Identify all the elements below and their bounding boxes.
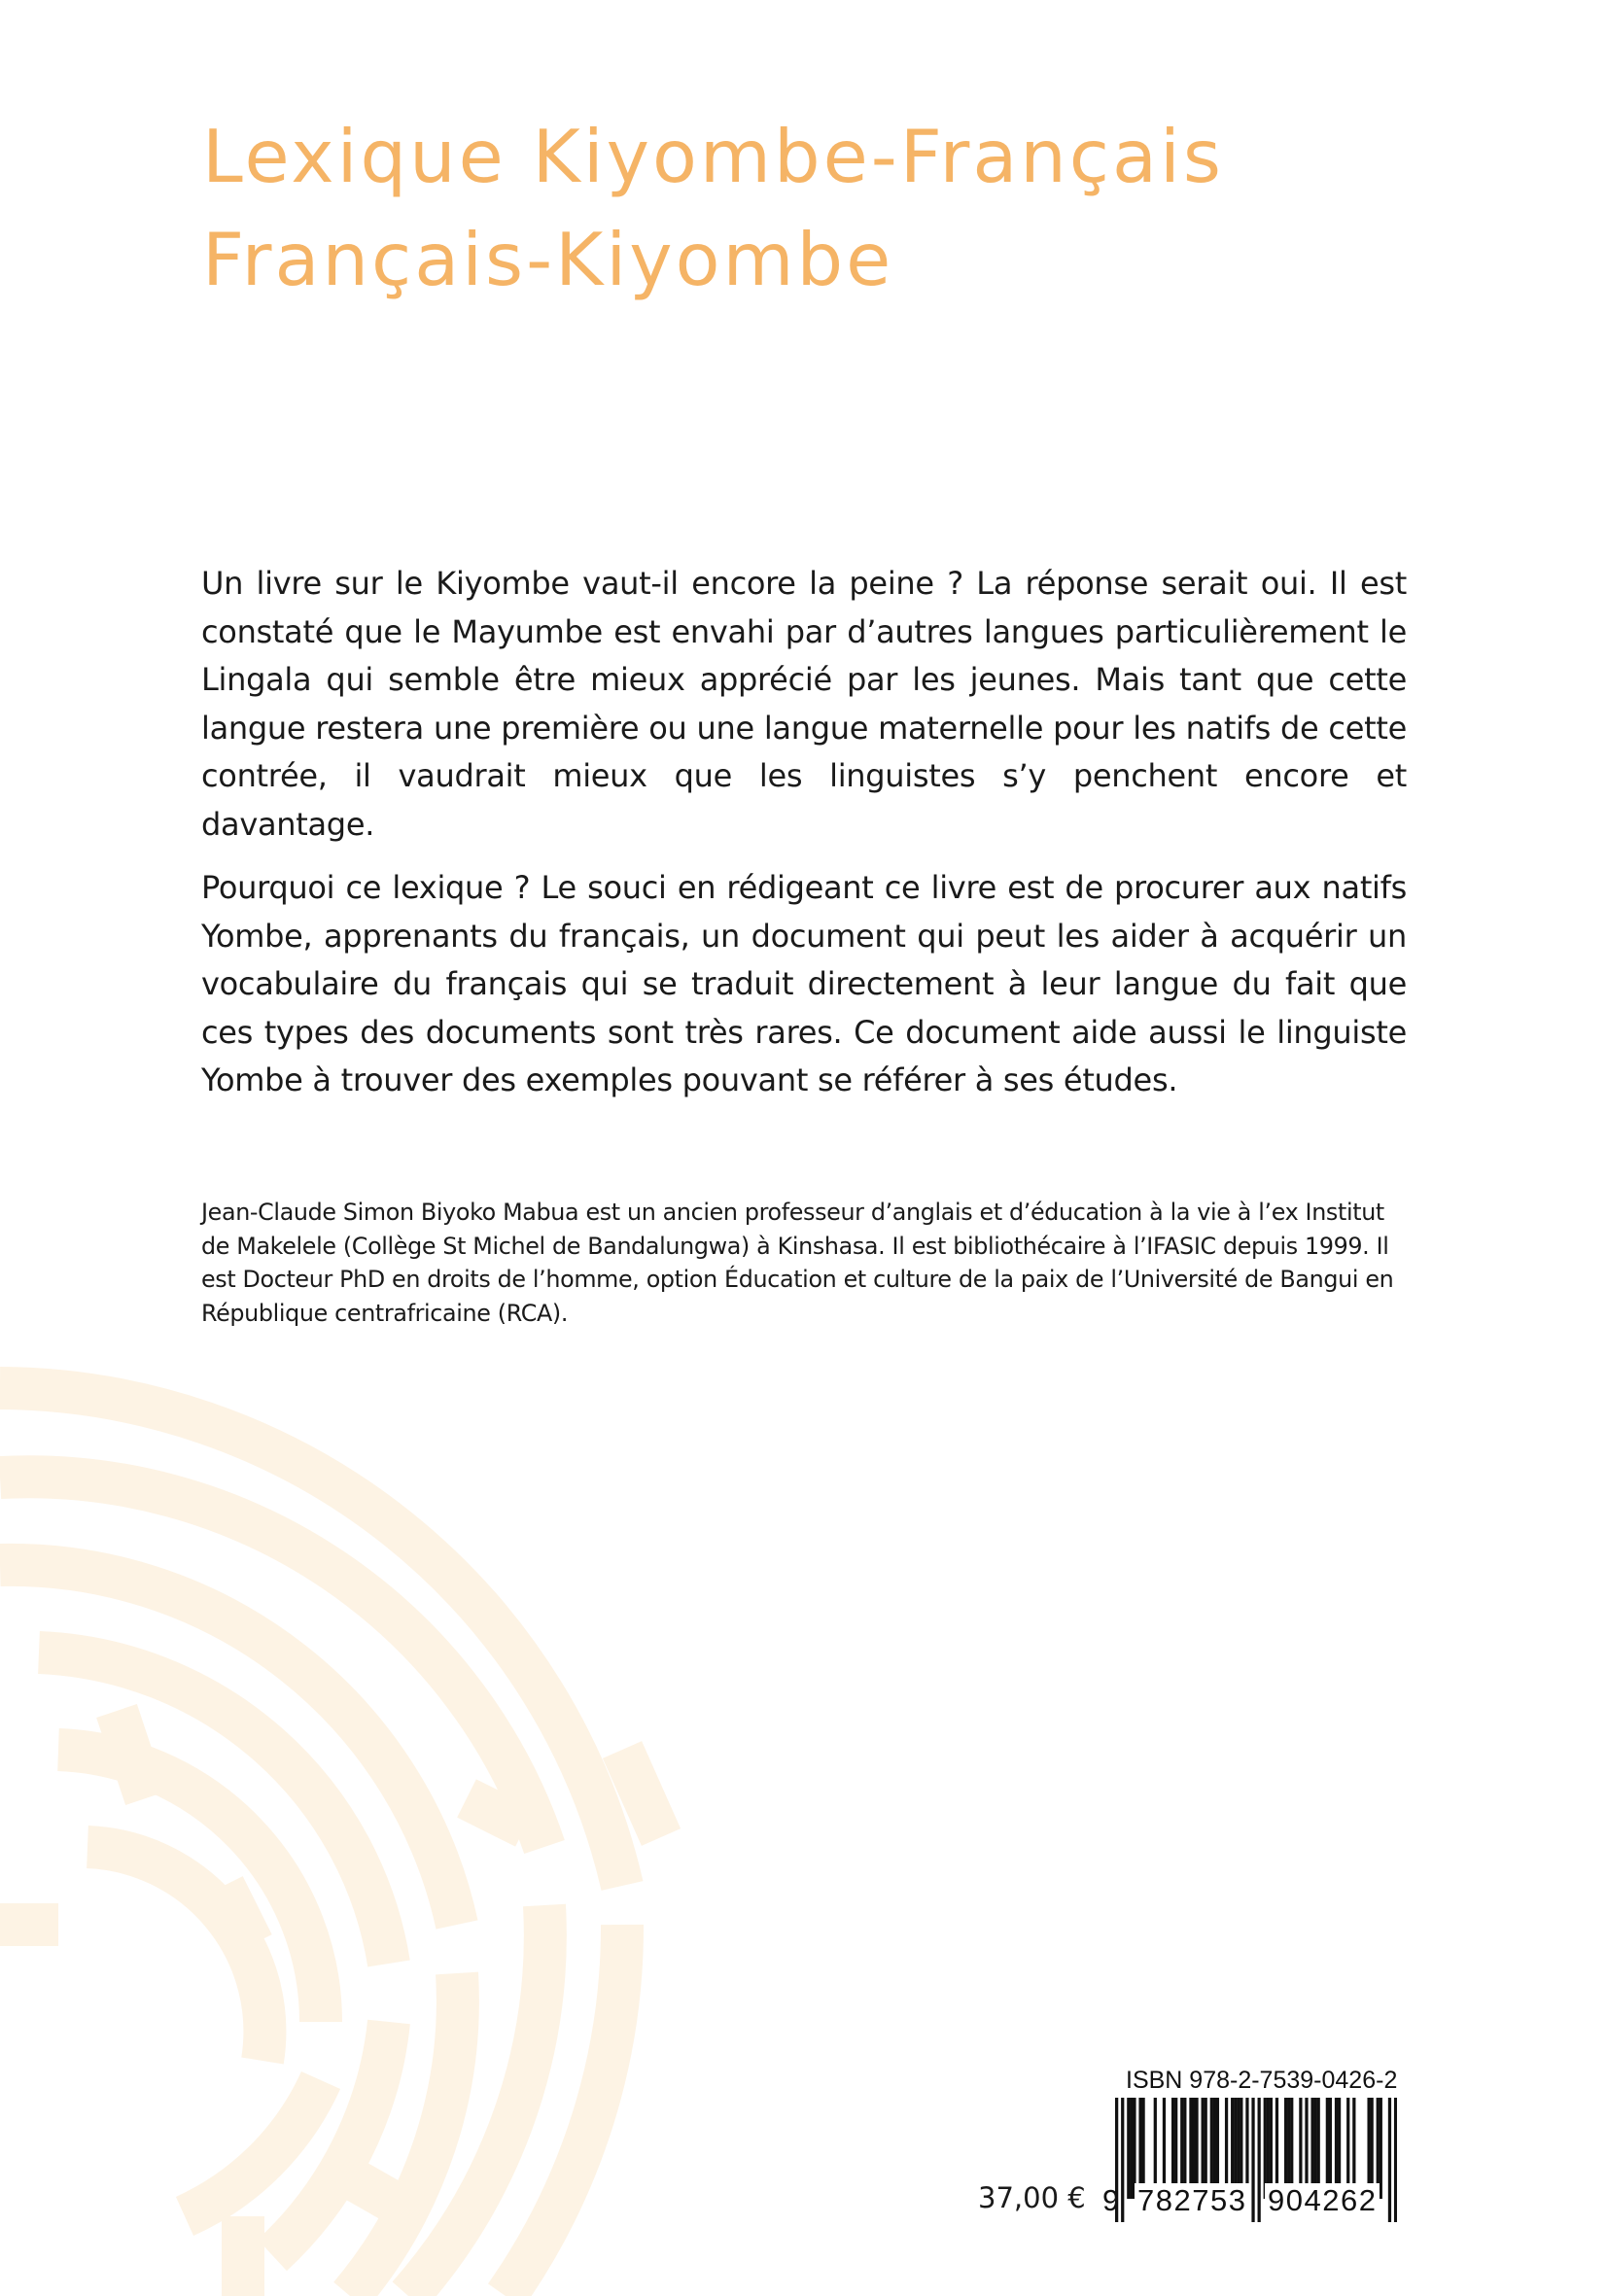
title-line-1: Lexique Kiyombe-Français (202, 114, 1224, 199)
blurb-paragraph-2: Pourquoi ce lexique ? Le souci en rédigeant ce livre est de procurer aux natifs Yombe, apprenants du français, un document qui peut les aider à acquérir un vocabulaire du français qui se traduit directement à leur langue du fait que ces types des documents sont très rares. Ce document aide aussi le linguiste Yombe à trouver des exemples pouvant se référer à ses études. (201, 869, 1407, 1098)
title-line-2: Français-Kiyombe (202, 217, 894, 302)
barcode-digits-right: 904262 (1265, 2183, 1380, 2218)
barcode-digits-left: 782753 (1135, 2183, 1249, 2218)
book-title (202, 105, 1466, 311)
barcode-digits (1102, 2177, 1404, 2226)
blurb-paragraph-1: Un livre sur le Kiyombe vaut-il encore la peine ? La réponse serait oui. Il est constaté que le Mayumbe est envahi par d’autres langues particulièrement le Lingala qui semble être mieux apprécié par les jeunes. Mais tant que cette langue restera une première ou une langue maternelle pour les natifs de cette contrée, il vaudrait mieux que les linguistes s’y penchent encore et davantage. (201, 565, 1407, 843)
author-bio: Jean-Claude Simon Biyoko Mabua est un ancien professeur d’anglais et d’éducation à la vie à l’ex Institut de Makelele (Collège St Michel de Bandalungwa) à Kinshasa. Il est bibliothécaire à l’IFASIC depuis 1999. Il est Docteur PhD en droits de l’homme, option Éducation et culture de la paix de l’Université de Bangui en République centrafricaine (RCA). (201, 1199, 1394, 1328)
isbn-label: ISBN 978-2-7539-0426-2 (1126, 2067, 1398, 2094)
blurb (201, 560, 1407, 1121)
barcode-digit-first: 9 (1102, 2183, 1120, 2217)
price: 37,00 € (978, 2181, 1086, 2214)
maze-watermark-icon (0, 1341, 875, 2296)
